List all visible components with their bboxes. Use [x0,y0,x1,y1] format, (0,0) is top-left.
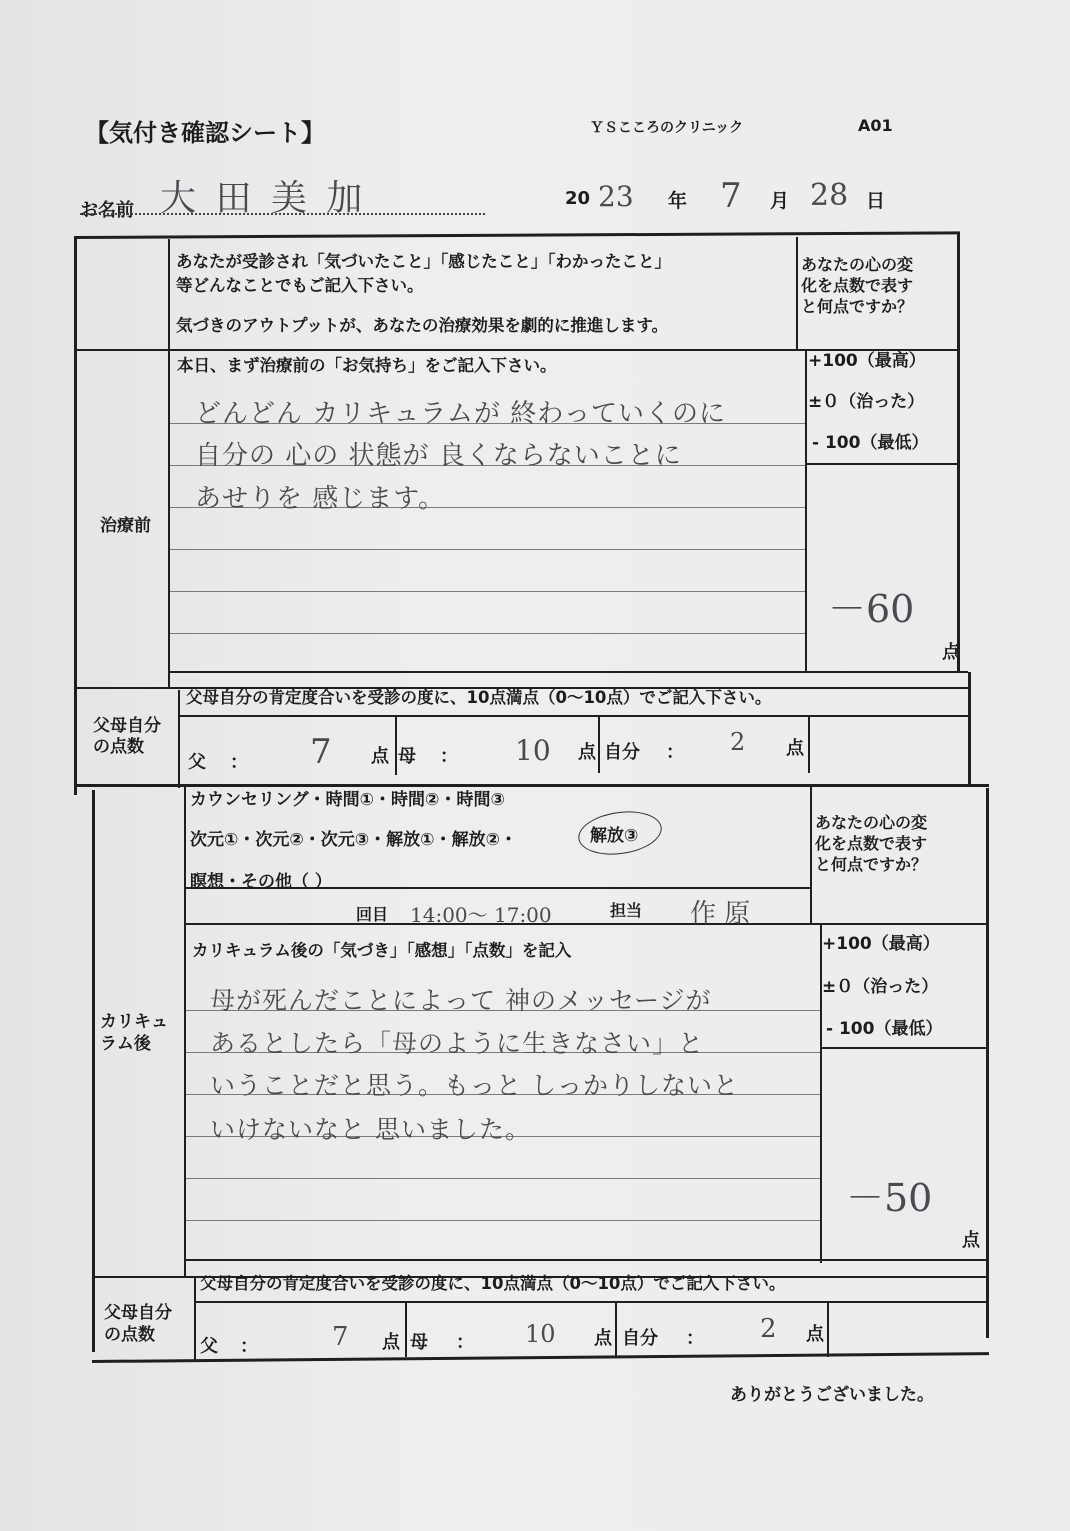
parents2-self-colon: ： [686,1328,704,1349]
option-selected[interactable]: 解放③ [590,826,639,846]
parents2-div-b [615,1303,617,1357]
session-time[interactable]: 14:00～ 17:00 [410,903,552,927]
before-scale-mid: ±０（治った） [808,392,925,412]
day-value[interactable]: 28 [810,178,849,213]
writing-rule [170,591,805,592]
frame-left-lower [92,790,95,1352]
clinic-name: ＹＳこころのクリニック [590,120,744,136]
writing-rule [186,1220,820,1221]
name-label: お名前 [80,200,134,221]
before-note-line-3[interactable]: あせりを 感じます。 [195,484,446,514]
intro-line-1: あなたが受診され「気づいたこと」「感じたこと」「わかったこと」 [176,252,671,271]
year-value[interactable]: 23 [598,180,634,213]
writing-rule [170,633,805,634]
score-col-divider-intro [796,237,798,349]
after-note-line-1[interactable]: 母が死んだことによって 神のメッセージが [210,986,712,1015]
options-line-2: 次元①・次元②・次元③・解放①・解放②・ [190,830,517,850]
parents2-label-2: の点数 [104,1325,155,1345]
writing-rule [170,549,805,550]
frame-left-upper [74,239,77,795]
day-label: 日 [866,190,886,212]
staff-value[interactable]: 作 原 [690,899,751,929]
score-question-3: と何点ですか？ [801,297,914,316]
after-label-2: ラム後 [100,1034,151,1054]
frame-right-lower [986,788,989,1338]
before-section-label: 治療前 [100,516,151,536]
parents1-div-c [808,717,810,773]
parents2-father-colon: ： [240,1336,258,1357]
label-col-divider-2 [178,690,180,788]
after-score-question-3: と何点ですか？ [815,855,928,874]
parents2-father-label: 父 [200,1336,218,1357]
thanks-note: ありがとうございました。 [730,1385,934,1405]
after-score-question-2: 化を点数で表す [815,834,928,853]
score-question-1: あなたの心の変 [801,255,914,274]
year-prefix: 20 [565,188,591,209]
parents1-self-value[interactable]: 2 [730,728,746,756]
after-note-line-2[interactable]: あるとしたら「母のように生きなさい」と [210,1029,705,1058]
sheet-title: 【気付き確認シート】 [85,119,325,147]
after-note-line-4[interactable]: いけないなと 思いました。 [210,1115,531,1144]
month-value[interactable]: 7 [720,176,742,216]
parents1-prompt-bottom [178,715,970,717]
before-scale-high: +100（最高） [808,351,926,371]
parents2-mother-label: 母 [410,1332,428,1353]
parents2-self-value[interactable]: 2 [760,1314,777,1344]
parents1-father-colon: ： [230,752,248,773]
parents2-mother-colon: ： [456,1332,474,1353]
before-note-line-1[interactable]: どんどん カリキュラムが 終わっていくのに [195,399,727,429]
parents2-div-c [827,1303,829,1357]
writing-rule [186,1178,820,1179]
parents2-mother-unit: 点 [594,1328,612,1349]
session-label: 回目 [356,905,389,924]
parents1-prompt: 父母自分の肯定度合いを受診の度に、10点満点（0～10点）でご記入下さい。 [186,688,772,707]
parents1-label-1: 父母自分 [93,716,161,736]
parents1-div-a [395,717,397,775]
before-score-unit: 点 [942,642,960,663]
before-prompt: 本日、まず治療前の「お気持ち」をご記入下さい。 [177,356,557,375]
options-line-3: 瞑想・その他（ ） [190,872,332,892]
score-col-divider-after-1 [810,787,812,923]
parents1-father-value[interactable]: 7 [310,732,332,772]
parents2-label-1: 父母自分 [104,1303,172,1323]
parents2-father-value[interactable]: 7 [332,1322,349,1352]
after-prompt: カリキュラム後の「気づき」「感想」「点数」を記入 [192,941,572,960]
before-writing-bottom [168,671,968,673]
after-writing-bottom [186,1259,986,1261]
after-scale-mid: ±０（治った） [822,977,939,997]
score-question-2: 化を点数で表す [801,276,914,295]
month-label: 月 [770,190,790,212]
parents2-prompt: 父母自分の肯定度合いを受診の度に、10点満点（0～10点）でご記入下さい。 [200,1274,786,1293]
staff-label: 担当 [610,901,643,920]
parents2-self-unit: 点 [806,1324,824,1345]
frame-right-upper [957,232,960,672]
parents1-self-unit: 点 [786,738,804,759]
label-col-divider-3 [184,787,186,1277]
after-label-1: カリキュ [100,1012,168,1032]
parents1-father-label: 父 [188,752,206,773]
session-bottom [186,923,986,925]
parents2-self-label: 自分 [622,1328,658,1349]
parents1-self-colon: ： [666,742,684,763]
parents1-label-2: の点数 [93,737,144,757]
intro-line-2: 等どんなことでもご記入下さい。 [176,276,424,295]
score-col-divider-before [805,351,807,673]
score-col-divider-after-2 [820,925,822,1263]
options-line-1: カウンセリング・時間①・時間②・時間③ [190,790,505,810]
parents1-mother-colon: ： [440,746,458,767]
parents1-mother-label: 母 [398,746,416,767]
after-score-question-1: あなたの心の変 [815,813,928,832]
parents1-mother-unit: 点 [578,742,596,763]
label-col-divider-4 [194,1278,196,1360]
parents1-father-unit: 点 [371,746,389,767]
form-code: A01 [858,116,893,135]
parents2-prompt-bottom [194,1301,989,1303]
before-score-value[interactable]: －60 [828,587,915,631]
parents1-div-b [598,717,600,773]
after-scale-low: - 100（最低） [826,1019,943,1039]
year-label: 年 [668,190,688,212]
before-scale-low: - 100（最低） [812,433,929,453]
scale-box-bottom-2 [820,1047,986,1049]
name-underline [80,213,485,215]
scale-box-bottom-1 [805,463,960,465]
parents2-father-unit: 点 [382,1332,400,1353]
name-value[interactable]: 大 田 美 加 [160,178,367,219]
after-scale-high: +100（最高） [822,934,940,954]
after-note-line-3[interactable]: いうことだと思う。もっと しっかりしないと [210,1071,739,1100]
intro-line-3: 気づきのアウトプットが、あなたの治療効果を劇的に推進します。 [176,316,669,335]
parents1-mother-value[interactable]: 10 [515,734,551,767]
parents1-self-label: 自分 [604,742,640,763]
parents1-bottom [74,784,989,787]
parents2-mother-value[interactable]: 10 [525,1320,556,1348]
parents2-div-a [405,1303,407,1357]
after-score-unit: 点 [962,1230,980,1251]
after-score-value[interactable]: －50 [846,1176,933,1220]
label-col-divider-1 [168,239,170,687]
before-note-line-2[interactable]: 自分の 心の 状態が 良くならないことに [195,441,682,471]
